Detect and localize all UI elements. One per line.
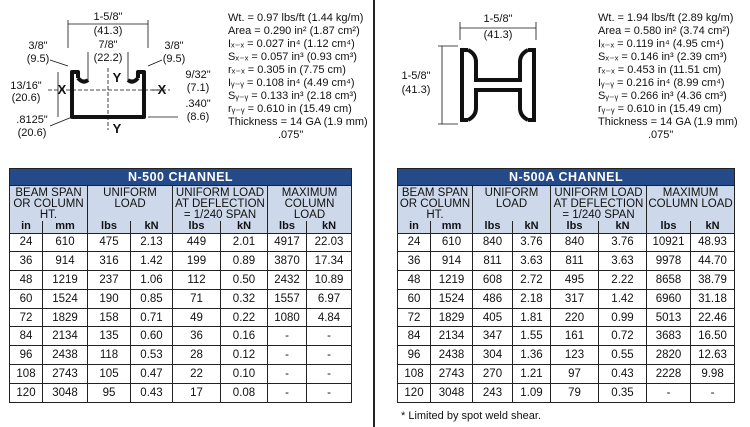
table-cell: 6.97 [307, 289, 352, 308]
table-cell: 22 [173, 365, 221, 384]
table-cell: 38.79 [691, 271, 735, 290]
table-cell: 17 [173, 383, 221, 402]
panel-divider [373, 0, 375, 427]
table-cell: 3.76 [513, 233, 551, 252]
unit-header: kN [221, 221, 268, 233]
table-cell: 10.89 [307, 271, 352, 290]
table-cell: 1.81 [513, 308, 551, 327]
table-cell: 347 [473, 327, 513, 346]
overall-width-mm-label: (41.3) [483, 29, 513, 41]
table-cell: 108 [398, 365, 431, 384]
thickness-inch: .075" [648, 129, 674, 141]
table-cell: 44.70 [691, 252, 735, 271]
header-deflection: UNIFORM LOAD AT DEFLECTION = 1/240 SPAN [551, 186, 647, 222]
height-mm-label: (41.3) [401, 84, 431, 96]
prop-line: Iₓ₋ₓ = 0.027 in⁴ (1.12 cm⁴) [228, 38, 355, 50]
x-axis-right-label: X [157, 82, 167, 97]
prop-line: Thickness = 14 GA (1.9 mm) [598, 116, 738, 128]
table-cell: 1.21 [513, 365, 551, 384]
y-axis-bottom-label: Y [112, 121, 122, 136]
table-cell: 190 [88, 289, 131, 308]
unit-header: kN [691, 221, 735, 233]
table-cell: 9978 [647, 252, 691, 271]
prop-line: Wt. = 0.97 lbs/ft (1.44 kg/m) [228, 12, 364, 24]
table-cell: 0.71 [131, 308, 173, 327]
overall-width-mm-label: (41.3) [93, 25, 123, 37]
table-cell: 3.63 [513, 252, 551, 271]
table-cell: 71 [173, 289, 221, 308]
table-cell: 0.35 [599, 383, 647, 402]
cg-top-mm-label: (7.1) [186, 82, 210, 94]
table-cell: 0.43 [131, 383, 173, 402]
unit-header: lbs [88, 221, 131, 233]
table-cell: 22.46 [691, 308, 735, 327]
table-cell: 31.18 [691, 289, 735, 308]
table-cell: 2134 [431, 327, 473, 346]
table-cell: 220 [551, 308, 599, 327]
table-cell: 2134 [43, 327, 88, 346]
table-row [10, 289, 352, 308]
overall-width-label: 1-5/8" [93, 11, 123, 23]
table-cell: 3048 [431, 383, 473, 402]
table-cell: 10921 [647, 233, 691, 252]
prop-line: Thickness = 14 GA (1.9 mm) [228, 116, 368, 128]
prop-line: rᵧ₋ᵧ = 0.610 in (15.49 cm) [598, 103, 722, 115]
table-cell: 2.18 [513, 289, 551, 308]
table-title: N-500 CHANNEL [10, 169, 352, 186]
back-to-back-channel-left [462, 50, 468, 120]
table-cell: 135 [88, 327, 131, 346]
table-row [10, 346, 352, 365]
table-cell: 3683 [647, 327, 691, 346]
table-cell: 0.47 [131, 365, 173, 384]
header-deflection: UNIFORM LOAD AT DEFLECTION = 1/240 SPAN [173, 186, 268, 222]
table-cell: 0.55 [599, 346, 647, 365]
table-cell: - [307, 383, 352, 402]
table-cell: 3.63 [599, 252, 647, 271]
bottom-dim-mm-label: (20.6) [17, 127, 47, 139]
table-cell: 3870 [268, 252, 307, 271]
table-cell: - [691, 383, 735, 402]
unit-header: kN [131, 221, 173, 233]
table-cell: 237 [88, 271, 131, 290]
table-cell: 811 [473, 252, 513, 271]
table-cell: 22.03 [307, 233, 352, 252]
prop-line: Iᵧ₋ᵧ = 0.216 in⁴ (8.99 cm⁴) [598, 77, 725, 89]
overall-width-label: 1-5/8" [483, 13, 513, 25]
table-cell: 84 [398, 327, 431, 346]
prop-line: Iᵧ₋ᵧ = 0.108 in⁴ (4.49 cm⁴) [228, 77, 355, 89]
table-cell: 475 [88, 233, 131, 252]
prop-line: rₓ₋ₓ = 0.305 in (7.75 cm) [228, 64, 346, 76]
table-cell: 8658 [647, 271, 691, 290]
table-cell: 1557 [268, 289, 307, 308]
unit-header: mm [431, 221, 473, 233]
table-row [398, 327, 735, 346]
table-cell: 60 [398, 289, 431, 308]
n500a-load-table [397, 168, 735, 403]
table-cell: 161 [551, 327, 599, 346]
table-cell: 914 [431, 252, 473, 271]
table-cell: - [268, 383, 307, 402]
table-cell: 2438 [43, 346, 88, 365]
table-row [398, 271, 735, 290]
y-axis-top-label: Y [112, 70, 122, 85]
table-row [398, 365, 735, 384]
n500a-profile-drawing [380, 0, 595, 160]
table-cell: - [307, 327, 352, 346]
table-cell: 811 [551, 252, 599, 271]
table-cell: 2432 [268, 271, 307, 290]
table-cell: 48 [398, 271, 431, 290]
table-cell: 120 [398, 383, 431, 402]
table-cell: 405 [473, 308, 513, 327]
n500-profile-drawing [0, 0, 215, 160]
prop-line: Iₓ₋ₓ = 0.119 in⁴ (4.95 cm⁴) [598, 38, 724, 50]
table-cell: 3.76 [599, 233, 647, 252]
table-cell: 270 [473, 365, 513, 384]
table-row [10, 271, 352, 290]
prop-line: Area = 0.290 in² (1.87 cm²) [228, 25, 360, 37]
prop-line: rᵧ₋ᵧ = 0.610 in (15.49 cm) [228, 103, 352, 115]
table-cell: 0.43 [599, 365, 647, 384]
table-cell: 2438 [431, 346, 473, 365]
table-cell: 4917 [268, 233, 307, 252]
table-cell: 0.99 [599, 308, 647, 327]
table-cell: 0.10 [221, 365, 268, 384]
unit-header: kN [513, 221, 551, 233]
table-cell: 0.22 [221, 308, 268, 327]
table-cell: 120 [10, 383, 43, 402]
lip-left-label: 3/8" [28, 40, 48, 52]
unit-header: kN [599, 221, 647, 233]
table-cell: - [268, 327, 307, 346]
table-row [10, 308, 352, 327]
table-cell: 304 [473, 346, 513, 365]
prop-line: rₓ₋ₓ = 0.453 in (11.51 cm) [598, 64, 722, 76]
back-to-back-channel-right [528, 50, 534, 120]
table-cell: - [268, 365, 307, 384]
table-row [10, 383, 352, 402]
table-cell: 610 [431, 233, 473, 252]
table-row [398, 346, 735, 365]
prop-line: Sᵧ₋ᵧ = 0.133 in³ (2.18 cm³) [228, 90, 357, 102]
table-cell: 2743 [43, 365, 88, 384]
table-cell: 60 [10, 289, 43, 308]
table-cell: 24 [398, 233, 431, 252]
table-cell: 72 [10, 308, 43, 327]
table-row [398, 252, 735, 271]
opening-mm-label: (22.2) [93, 52, 123, 64]
table-cell: 49 [173, 308, 221, 327]
table-cell: 36 [173, 327, 221, 346]
table-cell: 2.22 [599, 271, 647, 290]
unit-header: kN [307, 221, 352, 233]
cg-top-label: 9/32" [185, 69, 211, 81]
table-row [398, 289, 735, 308]
table-cell: 0.85 [131, 289, 173, 308]
n500-properties [228, 12, 368, 142]
table-cell: 486 [473, 289, 513, 308]
cg-bottom-label: .340" [185, 98, 211, 110]
lip-right-label: 3/8" [164, 40, 184, 52]
table-row [398, 383, 735, 402]
table-cell: 914 [43, 252, 88, 271]
table-cell: 1219 [43, 271, 88, 290]
table-cell: 1524 [431, 289, 473, 308]
table-cell: 1080 [268, 308, 307, 327]
table-row [10, 365, 352, 384]
table-cell: 2.13 [131, 233, 173, 252]
table-cell: 6960 [647, 289, 691, 308]
table-cell: 16.50 [691, 327, 735, 346]
table-cell: - [268, 346, 307, 365]
prop-line: Area = 0.580 in² (3.74 cm²) [598, 25, 730, 37]
table-title: N-500A CHANNEL [398, 169, 735, 186]
table-cell: 96 [398, 346, 431, 365]
header-span: BEAM SPAN OR COLUMN HT. [10, 186, 88, 222]
table-cell: 1.36 [513, 346, 551, 365]
table-row [10, 252, 352, 271]
table-cell: 1.42 [131, 252, 173, 271]
footnote: * Limited by spot weld shear. [401, 410, 542, 422]
table-cell: 158 [88, 308, 131, 327]
table-cell: 610 [43, 233, 88, 252]
table-cell: 48 [10, 271, 43, 290]
header-column: MAXIMUM COLUMN LOAD [647, 186, 735, 222]
table-cell: 1.09 [513, 383, 551, 402]
table-cell: 1829 [43, 308, 88, 327]
table-cell: 1829 [431, 308, 473, 327]
cg-bottom-mm-label: (8.6) [186, 111, 210, 123]
header-uniform: UNIFORM LOAD [473, 186, 551, 222]
unit-header: in [10, 221, 43, 233]
table-cell: 28 [173, 346, 221, 365]
lip-left-mm-label: (9.5) [26, 53, 50, 65]
table-cell: 105 [88, 365, 131, 384]
table-cell: 2.72 [513, 271, 551, 290]
height-mm-label: (20.6) [11, 92, 41, 104]
table-cell: 97 [551, 365, 599, 384]
table-cell: - [307, 346, 352, 365]
table-cell: 2820 [647, 346, 691, 365]
table-cell: 243 [473, 383, 513, 402]
table-row [10, 327, 352, 346]
unit-header: lbs [473, 221, 513, 233]
table-cell: 36 [10, 252, 43, 271]
table-cell: 123 [551, 346, 599, 365]
table-cell: 840 [551, 233, 599, 252]
prop-line: Wt. = 1.94 lbs/ft (2.89 kg/m) [598, 12, 734, 24]
unit-header: mm [43, 221, 88, 233]
table-cell: 1.42 [599, 289, 647, 308]
table-cell: 36 [398, 252, 431, 271]
table-cell: 95 [88, 383, 131, 402]
table-cell: 0.53 [131, 346, 173, 365]
n500-panel [0, 0, 372, 427]
bottom-dim-label: .8125" [16, 114, 48, 126]
table-cell: 5013 [647, 308, 691, 327]
table-cell: 84 [10, 327, 43, 346]
table-cell: 199 [173, 252, 221, 271]
x-axis-left-label: X [57, 82, 67, 97]
table-cell: 12.63 [691, 346, 735, 365]
table-cell: 9.98 [691, 365, 735, 384]
table-cell: 48.93 [691, 233, 735, 252]
table-cell: 2743 [431, 365, 473, 384]
unit-header: lbs [551, 221, 599, 233]
table-cell: 96 [10, 346, 43, 365]
table-cell: 1.06 [131, 271, 173, 290]
header-column: MAXIMUM COLUMN LOAD [268, 186, 352, 222]
table-cell: 0.72 [599, 327, 647, 346]
n500a-panel [380, 0, 750, 427]
table-cell: 79 [551, 383, 599, 402]
opening-label: 7/8" [98, 39, 118, 51]
unit-header: lbs [647, 221, 691, 233]
table-row [10, 233, 352, 252]
table-row [398, 308, 735, 327]
table-cell: 1.55 [513, 327, 551, 346]
table-cell: 2228 [647, 365, 691, 384]
table-cell: 1219 [431, 271, 473, 290]
prop-line: Sₓ₋ₓ = 0.057 in³ (0.93 cm³) [228, 51, 357, 63]
table-cell: 317 [551, 289, 599, 308]
table-cell: 316 [88, 252, 131, 271]
n500-load-table [9, 168, 352, 403]
table-cell: 24 [10, 233, 43, 252]
thickness-inch: .075" [278, 129, 304, 141]
n500a-properties [598, 12, 738, 142]
table-cell: 72 [398, 308, 431, 327]
table-cell: 0.89 [221, 252, 268, 271]
header-span: BEAM SPAN OR COLUMN HT. [398, 186, 473, 222]
prop-line: Sᵧ₋ᵧ = 0.266 in³ (4.36 cm³) [598, 90, 727, 102]
unit-header: in [398, 221, 431, 233]
table-cell: 0.50 [221, 271, 268, 290]
table-cell: 118 [88, 346, 131, 365]
table-cell: 4.84 [307, 308, 352, 327]
table-cell: 3048 [43, 383, 88, 402]
table-cell: 2.01 [221, 233, 268, 252]
table-cell: 495 [551, 271, 599, 290]
table-cell: 0.12 [221, 346, 268, 365]
table-cell: 112 [173, 271, 221, 290]
table-cell: - [647, 383, 691, 402]
table-cell: - [307, 365, 352, 384]
table-cell: 0.60 [131, 327, 173, 346]
table-cell: 0.08 [221, 383, 268, 402]
table-cell: 0.16 [221, 327, 268, 346]
table-cell: 449 [173, 233, 221, 252]
unit-header: lbs [173, 221, 221, 233]
table-cell: 1524 [43, 289, 88, 308]
height-label: 1-5/8" [401, 70, 431, 82]
table-cell: 108 [10, 365, 43, 384]
table-row [398, 233, 735, 252]
prop-line: Sₓ₋ₓ = 0.146 in³ (2.39 cm³) [598, 51, 727, 63]
table-cell: 0.32 [221, 289, 268, 308]
table-cell: 840 [473, 233, 513, 252]
header-uniform: UNIFORM LOAD [88, 186, 173, 222]
lip-right-mm-label: (9.5) [162, 53, 186, 65]
height-label: 13/16" [10, 80, 42, 92]
table-cell: 17.34 [307, 252, 352, 271]
unit-header: lbs [268, 221, 307, 233]
table-cell: 608 [473, 271, 513, 290]
